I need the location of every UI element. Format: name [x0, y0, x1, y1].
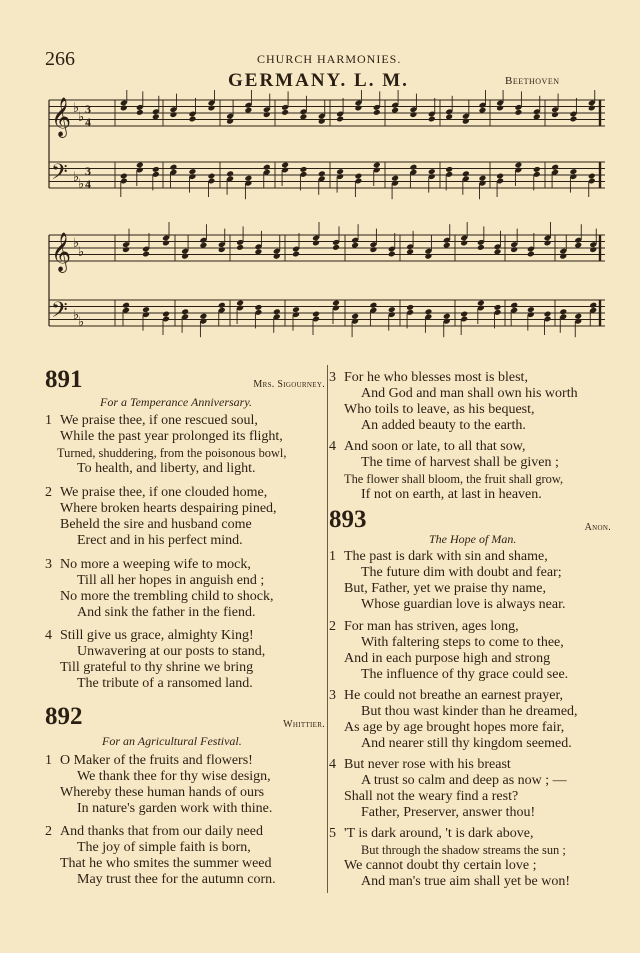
note-head: [496, 105, 504, 112]
verse-line: The tribute of a ransomed land.: [77, 676, 253, 691]
note-head: [373, 162, 381, 169]
note-head: [460, 240, 468, 247]
verse-line: We thank thee for thy wise design,: [77, 769, 271, 784]
verse-line: If not on earth, at last in heaven.: [361, 487, 542, 502]
page-number: 266: [45, 48, 75, 70]
stanza-number: 4: [329, 439, 336, 454]
note-head: [409, 111, 417, 118]
verse-line: And man's true aim shall yet be won!: [361, 874, 570, 889]
note-head: [510, 246, 518, 253]
note-head: [226, 170, 234, 177]
stanza-number: 3: [329, 688, 336, 703]
verse-line: As age by age brought hopes more fair,: [344, 720, 565, 735]
verse-line: Beheld the sire and husband come: [60, 517, 252, 532]
note-head: [120, 105, 128, 112]
hymn-occasion: The Hope of Man.: [429, 532, 517, 546]
note-head: [199, 313, 207, 320]
note-head: [551, 111, 559, 118]
treble-clef: 𝄞: [51, 232, 72, 272]
hymn-occasion: For an Agricultural Festival.: [102, 734, 242, 748]
verse-line: And nearer still thy kingdom seemed.: [361, 736, 572, 751]
verse-line: We praise thee, if one clouded home,: [60, 485, 268, 500]
note-head: [189, 116, 197, 123]
meter-top: 3: [85, 102, 91, 116]
verse-line: Shall not the weary find a rest?: [344, 789, 519, 804]
note-head: [263, 164, 271, 171]
note-head: [574, 313, 582, 320]
verse-line: For man has striven, ages long,: [344, 619, 519, 634]
music-score: [45, 90, 610, 345]
note-head: [120, 173, 128, 180]
verse-line: The flower shall bloom, the fruit shall grow,: [344, 472, 564, 486]
note-head: [318, 118, 326, 125]
verse-line: Who toils to leave, as his bequest,: [344, 402, 535, 417]
stanza-number: 1: [45, 413, 52, 428]
note-head: [236, 244, 244, 251]
note-head: [477, 300, 485, 307]
verse-line: For he who blesses most is blest,: [344, 370, 528, 385]
note-head: [544, 240, 552, 247]
note-head: [462, 170, 470, 177]
note-head: [136, 162, 144, 169]
note-head: [373, 109, 381, 116]
column-divider: [327, 365, 328, 893]
note-head: [588, 105, 596, 112]
meter-bottom: 4: [85, 115, 91, 129]
note-head: [559, 253, 567, 260]
note-head: [122, 302, 130, 309]
hymn-occasion: For a Temperance Anniversary.: [100, 395, 252, 409]
note-head: [318, 170, 326, 177]
flat-sign: ♭: [73, 235, 80, 250]
note-head: [391, 175, 399, 182]
note-head: [460, 311, 468, 318]
note-head: [273, 253, 281, 260]
note-head: [445, 166, 453, 173]
stanza-number: 3: [45, 557, 52, 572]
flat-sign: ♭: [78, 109, 85, 124]
verse-line: Till grateful to thy shrine we bring: [60, 660, 254, 675]
hymn-number: 893: [329, 506, 367, 533]
hymn-author: Mrs. Sigourney.: [253, 379, 325, 390]
note-head: [409, 164, 417, 171]
note-head: [479, 175, 487, 182]
note-head: [369, 302, 377, 309]
verse-line: The past is dark with sin and shame,: [344, 549, 548, 564]
verse-line: O Maker of the fruits and flowers!: [60, 753, 253, 768]
note-head: [136, 109, 144, 116]
note-head: [496, 173, 504, 180]
note-head: [336, 116, 344, 123]
note-head: [514, 162, 522, 169]
verse-line: The future dim with doubt and fear;: [361, 565, 562, 580]
note-head: [122, 246, 130, 253]
note-head: [312, 311, 320, 318]
note-head: [527, 251, 535, 258]
note-head: [170, 111, 178, 118]
note-head: [551, 164, 559, 171]
note-head: [354, 105, 362, 112]
tune-name: GERMANY. L. M.: [228, 70, 409, 91]
note-head: [569, 116, 577, 123]
stanza-number: 3: [329, 370, 336, 385]
note-head: [162, 240, 170, 247]
note-head: [428, 116, 436, 123]
note-head: [281, 162, 289, 169]
verse-line: No more a weeping wife to mock,: [60, 557, 251, 572]
verse-line: We praise thee, if one rescued soul,: [60, 413, 258, 428]
note-head: [208, 173, 216, 180]
note-head: [332, 244, 340, 251]
note-head: [299, 166, 307, 173]
verse-line: 'T is dark around, 't is dark above,: [344, 826, 534, 841]
note-head: [181, 253, 189, 260]
note-head: [559, 308, 567, 315]
hymn-893: [329, 506, 611, 896]
stanza-number: 2: [329, 619, 336, 634]
verse-line: But never rose with his breast: [344, 757, 511, 772]
verse-line: May trust thee for the autumn corn.: [77, 872, 276, 887]
verse-line: And sink the father in the fiend.: [77, 605, 256, 620]
verse-line: Still give us grace, almighty King!: [60, 628, 254, 643]
note-head: [218, 302, 226, 309]
verse-line: Where broken hearts despairing pined,: [60, 501, 277, 516]
verse-line: To health, and liberty, and light.: [77, 461, 256, 476]
verse-line: Erect and in his perfect mind.: [77, 533, 243, 548]
score-systems: [49, 90, 605, 337]
flat-sign: ♭: [73, 169, 80, 184]
note-head: [263, 111, 271, 118]
note-head: [152, 166, 160, 173]
note-head: [292, 306, 300, 313]
verse-line: Whose guardian love is always near.: [361, 597, 566, 612]
note-head: [218, 246, 226, 253]
stanza-number: 1: [329, 549, 336, 564]
stanza-number: 5: [329, 826, 336, 841]
verse-line: But, Father, yet we praise thy name,: [344, 581, 546, 596]
flat-sign: ♭: [73, 307, 80, 322]
note-head: [527, 306, 535, 313]
verse-line: And thanks that from our daily need: [60, 824, 263, 839]
note-head: [533, 166, 541, 173]
note-head: [208, 105, 216, 112]
note-head: [273, 308, 281, 315]
tune-composer: Beethoven: [505, 75, 560, 87]
note-head: [181, 308, 189, 315]
note-head: [477, 244, 485, 251]
stanza-number: 4: [329, 757, 336, 772]
hymn-number: 892: [45, 703, 83, 730]
note-head: [589, 302, 597, 309]
note-head: [162, 311, 170, 318]
verse-line: Turned, shuddering, from the poisonous bowl,: [57, 446, 287, 460]
verse-line: The influence of thy grace could see.: [361, 667, 569, 682]
verse-line: Till all her hopes in anguish end ;: [77, 573, 265, 588]
note-head: [336, 168, 344, 175]
note-head: [142, 251, 150, 258]
stanza-number: 4: [45, 628, 52, 643]
verse-line: He could not breathe an earnest prayer,: [344, 688, 564, 703]
note-head: [281, 109, 289, 116]
note-head: [544, 311, 552, 318]
verse-line: An added beauty to the earth.: [361, 418, 526, 433]
verse-line: With faltering steps to come to thee,: [361, 635, 564, 650]
stanza-number: 2: [45, 485, 52, 500]
note-head: [569, 168, 577, 175]
verse-line: In nature's garden work with thine.: [77, 801, 273, 816]
hymn-author: Anon.: [584, 522, 611, 533]
verse-line: The time of harvest shall be given ;: [361, 455, 559, 470]
note-head: [292, 251, 300, 258]
note-head: [588, 173, 596, 180]
note-head: [388, 251, 396, 258]
note-head: [244, 175, 252, 182]
stanza-number: 2: [45, 824, 52, 839]
note-head: [443, 313, 451, 320]
note-head: [494, 304, 502, 311]
flat-sign: ♭: [78, 314, 85, 329]
verse-line: And soon or late, to all that sow,: [344, 439, 526, 454]
note-head: [369, 246, 377, 253]
note-head: [406, 304, 414, 311]
verse-line: And God and man shall own his worth: [361, 386, 578, 401]
hymn-number: 891: [45, 366, 83, 393]
bass-clef: 𝄢: [51, 160, 68, 190]
hymn-author: Whittier.: [283, 719, 325, 730]
verse-line: The joy of simple faith is born,: [77, 840, 251, 855]
flat-sign: ♭: [73, 100, 80, 115]
bass-clef: 𝄢: [51, 298, 68, 328]
verse-line: Whereby these human hands of ours: [60, 785, 265, 800]
note-head: [424, 253, 432, 260]
note-head: [388, 306, 396, 313]
meter-top: 3: [85, 164, 91, 178]
flat-sign: ♭: [78, 244, 85, 259]
note-head: [236, 300, 244, 307]
note-head: [254, 304, 262, 311]
treble-clef: 𝄞: [51, 97, 72, 137]
note-head: [312, 240, 320, 247]
note-head: [170, 164, 178, 171]
verse-line: And in each purpose high and strong: [344, 651, 551, 666]
note-head: [424, 308, 432, 315]
meter-bottom: 4: [85, 177, 91, 191]
verse-line: But thou wast kinder than he dreamed,: [361, 704, 578, 719]
verse-line: No more the trembling child to shock,: [60, 589, 274, 604]
note-head: [332, 300, 340, 307]
verse-line: That he who smites the summer weed: [60, 856, 272, 871]
note-head: [351, 313, 359, 320]
verse-line: We cannot doubt thy certain love ;: [344, 858, 537, 873]
note-head: [226, 118, 234, 125]
hymn-892: [45, 703, 325, 903]
verse-line: While the past year prolonged its flight,: [60, 429, 283, 444]
verse-line: Father, Preserver, answer thou!: [361, 805, 536, 820]
verse-line: But through the shadow streams the sun ;: [361, 843, 566, 857]
note-head: [510, 302, 518, 309]
hymn-891: [45, 360, 325, 730]
note-head: [514, 109, 522, 116]
verse-line: Unwavering at our posts to stand,: [77, 644, 266, 659]
note-head: [142, 306, 150, 313]
flat-sign: ♭: [78, 176, 85, 191]
running-title: CHURCH HARMONIES.: [257, 52, 402, 66]
note-head: [462, 118, 470, 125]
verse-line: A trust so calm and deep as now ; —: [361, 773, 567, 788]
note-head: [354, 173, 362, 180]
note-head: [589, 246, 597, 253]
note-head: [189, 168, 197, 175]
note-head: [428, 168, 436, 175]
running-head: [45, 48, 605, 68]
stanza-number: 1: [45, 753, 52, 768]
